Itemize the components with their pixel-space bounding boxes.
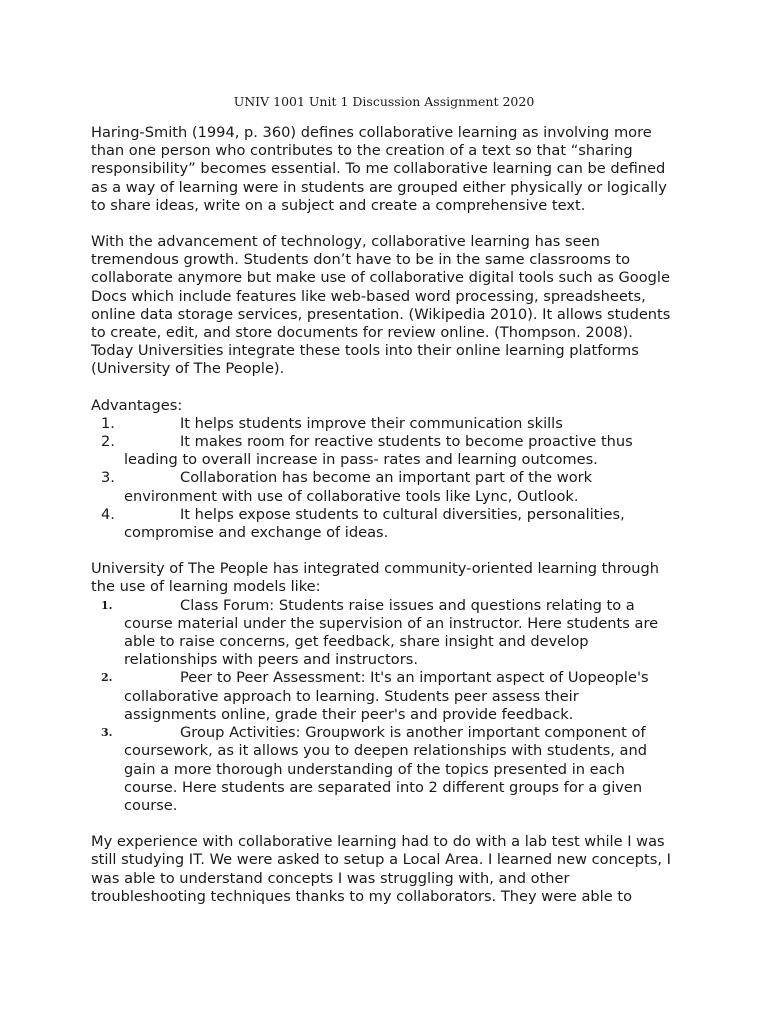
list-item [91, 469, 671, 505]
paragraph-experience: My experience with collaborative learning had to do with a lab test while I was still studying IT. We were asked to setup a Local Area. I learned new concepts, I was able to understand concepts I was struggling with, and other troubleshooting techniques thanks to my collaborators. They were able to [91, 833, 671, 905]
list-item-text: It helps students improve their communication skills [180, 414, 563, 432]
list-item [91, 724, 671, 815]
list-number: 2. [101, 671, 113, 685]
list-number: 3. [101, 726, 113, 740]
list-item-text: Group Activities: Groupwork is another important component of coursework, as it allows you to deepen relationships with students, and gain a more thorough understanding of the topics presented in each course. Here students are separated into 2 different groups for a given course. [124, 724, 647, 814]
list-item [91, 433, 671, 469]
list-item-text: Class Forum: Students raise issues and questions relating to a course material under the supervision of an instructor. Here students are able to raise concerns, get feedback, share insight and develop relationships with peers and instructors. [124, 596, 659, 669]
list-item [91, 506, 671, 542]
list-item [91, 415, 671, 433]
advantages-list [91, 415, 671, 542]
models-list [91, 597, 671, 815]
paragraph-technology: With the advancement of technology, collaborative learning has seen tremendous growth. Students don’t have to be in the same classrooms to collaborate anymore but make use of collaborative digital tools such as Google Docs which include features like web-based word processing, spreadsheets, online data storage services, presentation. (Wikipedia 2010). It allows students to create, edit, and store documents for review online. (Thompson. 2008). Today Universities integrate these tools into their online learning platforms (University of The People). [91, 233, 671, 378]
document-body [91, 124, 671, 924]
models-intro: University of The People has integrated community-oriented learning through the use of learning models like: [91, 560, 660, 596]
document-title: UNIV 1001 Unit 1 Discussion Assignment 2020 [233, 94, 535, 109]
list-item-text: Collaboration has become an important part of the work environment with use of collaborative tools like Lync, Outlook. [124, 469, 593, 505]
list-item [91, 669, 671, 724]
list-item-text: Peer to Peer Assessment: It's an important aspect of Uopeople's collaborative approach to learning. Students peer assess their assignments online, grade their peer's and provide feedback. [124, 669, 649, 723]
list-number: 3. [101, 469, 115, 487]
list-item [91, 597, 671, 670]
list-number: 4. [101, 505, 115, 523]
list-item-text: It helps expose students to cultural diversities, personalities, compromise and exchange of ideas. [124, 505, 625, 542]
list-number: 2. [101, 433, 115, 451]
paragraph-definition: Haring-Smith (1994, p. 360) defines collaborative learning as involving more than one person who contributes to the creation of a text so that “sharing responsibility” becomes essential. To me collaborative learning can be defined as a way of learning were in students are grouped either physically or logically to share ideas, write on a subject and create a comprehensive text. [91, 124, 667, 214]
list-number: 1. [101, 598, 113, 612]
advantages-heading: Advantages: [91, 396, 183, 414]
list-item-text: It makes room for reactive students to become proactive thus leading to overall increase in pass- rates and learning outcomes. [124, 433, 633, 469]
list-number: 1. [101, 414, 115, 432]
